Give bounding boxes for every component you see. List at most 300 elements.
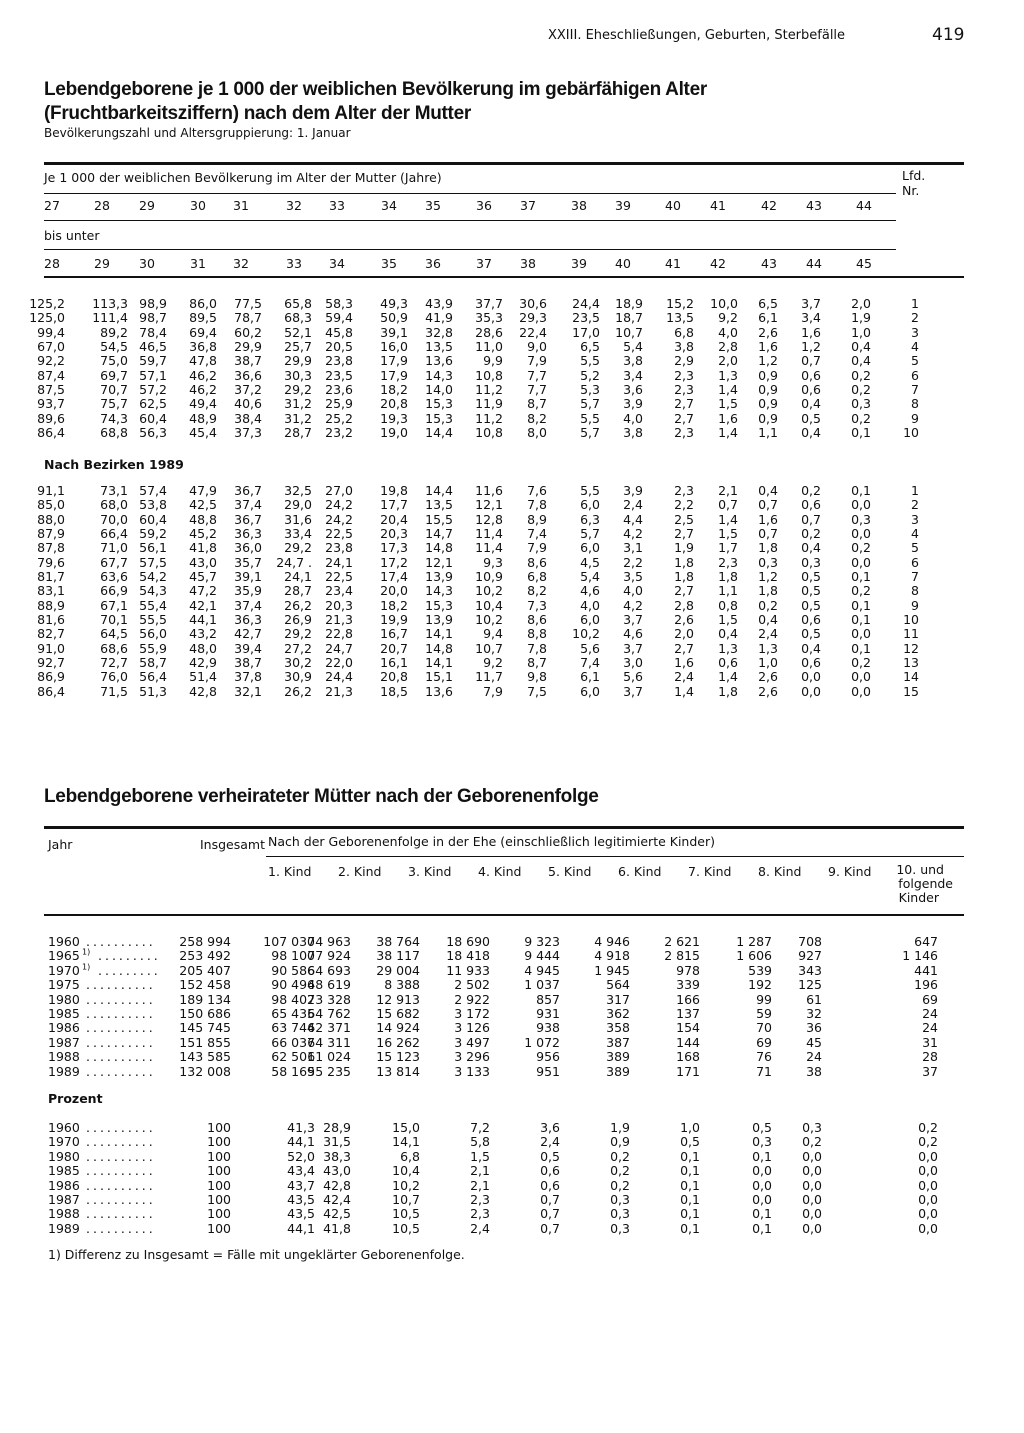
table-cell: 1,5 xyxy=(718,396,738,412)
year-label: 1970 xyxy=(48,1134,80,1150)
section-bezirke-label: Nach Bezirken 1989 xyxy=(44,457,184,472)
table-cell: 0,0 xyxy=(752,1163,772,1179)
table-cell: 2,2 xyxy=(623,554,643,570)
leader-dots: .......... xyxy=(86,1220,156,1236)
leader-dots: .......... xyxy=(86,1206,156,1222)
table-cell: 1,4 xyxy=(718,669,738,685)
table-cell: 10,4 xyxy=(392,1163,420,1179)
table-cell: 86,9 xyxy=(37,669,65,685)
year-label: 1975 xyxy=(48,977,80,993)
table-cell: 38,3 xyxy=(323,1148,351,1164)
table1-title-line2: (Fruchtbarkeitsziffern) nach dem Alter der Mutter xyxy=(44,103,471,124)
table2-title: Lebendgeborene verheirateter Mütter nach der Geborenenfolge xyxy=(44,786,599,807)
table-cell: 5,7 xyxy=(580,425,600,441)
table-cell: 17,3 xyxy=(380,540,408,556)
col-kind-9: 9. Kind xyxy=(828,864,872,879)
table-cell: 2,7 xyxy=(674,396,694,412)
table-cell: 10,0 xyxy=(710,296,738,311)
table-cell: 72,7 xyxy=(100,654,128,670)
table-cell: 89,2 xyxy=(100,324,128,340)
table-cell: 87,9 xyxy=(37,525,65,541)
table-cell: 60,4 xyxy=(139,511,167,527)
table-cell: 343 xyxy=(798,962,822,978)
table-cell: 83,1 xyxy=(37,583,65,599)
table-cell: 5,7 xyxy=(580,525,600,541)
table-cell: 60,4 xyxy=(139,410,167,426)
table-cell: 8,8 xyxy=(527,626,547,642)
table-cell: 17,9 xyxy=(380,367,408,383)
table-cell: 7,2 xyxy=(470,1120,490,1135)
table-cell: 59,4 xyxy=(325,310,353,326)
table-cell: 0,1 xyxy=(851,640,871,656)
age-to-32: 32 xyxy=(233,256,249,271)
table-cell: 64 693 xyxy=(307,962,351,978)
table-cell: 4,2 xyxy=(623,597,643,613)
table-cell: 88,9 xyxy=(37,597,65,613)
table-cell: 0,9 xyxy=(758,396,778,412)
table-cell: 55 235 xyxy=(307,1063,351,1079)
table-cell: 4,0 xyxy=(623,583,643,599)
table-cell: 5,5 xyxy=(580,483,600,498)
table-cell: 7,7 xyxy=(527,367,547,383)
table-cell: 0,1 xyxy=(680,1220,700,1236)
table-cell: 12,1 xyxy=(425,554,453,570)
age-from-31: 31 xyxy=(233,198,249,213)
table-cell: 125,0 xyxy=(29,310,65,326)
table-cell: 15,5 xyxy=(425,511,453,527)
table-cell: 29,9 xyxy=(234,339,262,355)
table-cell: 10,5 xyxy=(392,1220,420,1236)
table-cell: 63,6 xyxy=(100,568,128,584)
table-cell: 0,2 xyxy=(851,583,871,599)
table-cell: 71 xyxy=(756,1063,772,1079)
table-cell: 7,5 xyxy=(527,683,547,699)
table-cell: 0,7 xyxy=(540,1220,560,1236)
year-label: 1989 xyxy=(48,1220,80,1236)
table-cell: 43,0 xyxy=(323,1163,351,1179)
table-cell: 93,7 xyxy=(37,396,65,412)
table-cell: 100 xyxy=(207,1134,231,1150)
table-cell: 0,5 xyxy=(801,410,821,426)
table-cell: 3,9 xyxy=(623,483,643,498)
table-cell: 389 xyxy=(606,1049,630,1065)
table-cell: 1,6 xyxy=(758,511,778,527)
table-cell: 58 169 xyxy=(271,1063,315,1079)
col-kind-3: 3. Kind xyxy=(408,864,452,879)
table-cell: 18,5 xyxy=(380,683,408,699)
table-cell: 1,1 xyxy=(758,425,778,441)
year-label: 1988 xyxy=(48,1206,80,1222)
table-cell: 2,3 xyxy=(674,483,694,498)
table-cell: 59,7 xyxy=(139,353,167,369)
age-from-44: 44 xyxy=(856,198,872,213)
col-kind-4: 4. Kind xyxy=(478,864,522,879)
table-cell: 10,7 xyxy=(615,324,643,340)
table-cell: 59 xyxy=(756,1006,772,1021)
table-cell: 6,5 xyxy=(758,296,778,311)
table-cell: 98 100 xyxy=(271,948,315,964)
table-cell: 43,2 xyxy=(189,626,217,642)
table-cell: 24,2 xyxy=(325,511,353,527)
table-cell: 11,4 xyxy=(475,540,503,556)
table-cell: 3,0 xyxy=(623,654,643,670)
table-cell: 62,5 xyxy=(139,396,167,412)
table-cell: 1,8 xyxy=(674,568,694,584)
table-cell: 951 xyxy=(536,1063,560,1079)
table-cell: 42,7 xyxy=(234,626,262,642)
table-cell: 978 xyxy=(676,962,700,978)
table-cell: 1,4 xyxy=(674,683,694,699)
table-cell: 18 690 xyxy=(446,934,490,949)
table-cell: 1,5 xyxy=(718,611,738,627)
table-cell: 99,4 xyxy=(37,324,65,340)
table-cell: 14,4 xyxy=(425,425,453,441)
table-cell: 1,5 xyxy=(718,525,738,541)
table-cell: 40,6 xyxy=(234,396,262,412)
table-cell: 88,0 xyxy=(37,511,65,527)
table-cell: 35,3 xyxy=(475,310,503,326)
table-cell: 60,2 xyxy=(234,324,262,340)
table-cell: 1,6 xyxy=(758,339,778,355)
table-cell: 2,4 xyxy=(540,1134,560,1150)
table-cell: 37,3 xyxy=(234,425,262,441)
table-cell: 30,9 xyxy=(284,669,312,685)
table-cell: 1 072 xyxy=(524,1034,560,1050)
table-cell: 48 619 xyxy=(307,977,351,993)
year-label: 1980 xyxy=(48,991,80,1007)
table-cell: 0,7 xyxy=(718,497,738,513)
table-cell: 8,2 xyxy=(527,583,547,599)
table-cell: 0,1 xyxy=(680,1177,700,1193)
table-cell: 22,5 xyxy=(325,568,353,584)
table-cell: 0,0 xyxy=(802,1220,822,1236)
page-number: 419 xyxy=(932,25,965,45)
table-cell: 90 586 xyxy=(271,962,315,978)
table-cell: 1,7 xyxy=(718,540,738,556)
row-number: 10 xyxy=(903,611,919,627)
table-cell: 81,6 xyxy=(37,611,65,627)
table-cell: 37,8 xyxy=(234,669,262,685)
table-cell: 70,0 xyxy=(100,511,128,527)
table-cell: 168 xyxy=(676,1049,700,1065)
table-cell: 36,6 xyxy=(234,367,262,383)
footnote-marker: 1) xyxy=(82,948,91,958)
table-cell: 14,0 xyxy=(425,382,453,398)
col-jahr: Jahr xyxy=(48,837,73,852)
row-number: 7 xyxy=(911,568,919,584)
table1-header-rule2 xyxy=(44,220,896,221)
table-cell: 24,4 xyxy=(325,669,353,685)
table-cell: 6,1 xyxy=(580,669,600,685)
table-cell: 14,1 xyxy=(425,654,453,670)
table-cell: 8,7 xyxy=(527,654,547,670)
table-cell: 0,0 xyxy=(851,554,871,570)
year-label: 1988 xyxy=(48,1049,80,1065)
table-cell: 0,5 xyxy=(752,1120,772,1135)
table-cell: 9,2 xyxy=(483,654,503,670)
footnote-marker: 1) xyxy=(82,962,91,972)
table-cell: 99 xyxy=(756,991,772,1007)
table-cell: 11,0 xyxy=(475,339,503,355)
age-from-27: 27 xyxy=(44,198,60,213)
table-cell: 25,9 xyxy=(325,396,353,412)
table-cell: 75,7 xyxy=(100,396,128,412)
col-kind-1: 1. Kind xyxy=(268,864,312,879)
table1-header-bottom-rule xyxy=(44,276,964,278)
table-cell: 43,5 xyxy=(287,1192,315,1207)
col-kind-8: 8. Kind xyxy=(758,864,802,879)
table-cell: 0,2 xyxy=(851,382,871,398)
table-cell: 58,3 xyxy=(325,296,353,311)
table-cell: 0,2 xyxy=(918,1120,938,1135)
year-label: 1985 xyxy=(48,1006,80,1021)
table-cell: 1,6 xyxy=(718,410,738,426)
table-cell: 0,2 xyxy=(758,597,778,613)
table-cell: 100 xyxy=(207,1120,231,1135)
table-cell: 0,1 xyxy=(680,1192,700,1207)
lfd-label: Lfd. xyxy=(902,168,926,183)
table-cell: 1,2 xyxy=(801,339,821,355)
table-cell: 2,4 xyxy=(758,626,778,642)
table-cell: 86,4 xyxy=(37,425,65,441)
year-label: 1960 xyxy=(48,934,80,949)
table-cell: 4,4 xyxy=(623,511,643,527)
table-cell: 1,3 xyxy=(758,640,778,656)
table-cell: 71,0 xyxy=(100,540,128,556)
table-cell: 23,6 xyxy=(325,382,353,398)
table-cell: 13 814 xyxy=(376,1063,420,1079)
table-cell: 15,3 xyxy=(425,597,453,613)
table-cell: 46,2 xyxy=(189,367,217,383)
table-cell: 13,9 xyxy=(425,611,453,627)
table-cell: 4 918 xyxy=(594,948,630,964)
table-cell: 64,5 xyxy=(100,626,128,642)
leader-dots: .......... xyxy=(86,934,156,949)
table-cell: 26,2 xyxy=(284,683,312,699)
table-cell: 20,0 xyxy=(380,583,408,599)
table-cell: 3 296 xyxy=(454,1049,490,1065)
leader-dots: .......... xyxy=(86,1049,156,1065)
table-cell: 36,8 xyxy=(189,339,217,355)
table-cell: 358 xyxy=(606,1020,630,1036)
table1-header-text: Je 1 000 der weiblichen Bevölkerung im Alter der Mutter (Jahre) xyxy=(44,170,442,185)
table-cell: 31,5 xyxy=(323,1134,351,1150)
leader-dots: .......... xyxy=(86,1163,156,1179)
table-cell: 0,7 xyxy=(801,353,821,369)
table-cell: 0,4 xyxy=(718,626,738,642)
table-cell: 0,4 xyxy=(801,396,821,412)
table-cell: 43,7 xyxy=(287,1177,315,1193)
table-cell: 33,4 xyxy=(284,525,312,541)
age-to-39: 39 xyxy=(571,256,587,271)
table-cell: 22,5 xyxy=(325,525,353,541)
table-cell: 10,7 xyxy=(392,1192,420,1207)
table-cell: 16,0 xyxy=(380,339,408,355)
table-cell: 1,4 xyxy=(718,511,738,527)
table1-top-rule xyxy=(44,162,964,165)
table-cell: 17,7 xyxy=(380,497,408,513)
table-cell: 3,9 xyxy=(623,396,643,412)
table-cell: 2,3 xyxy=(470,1206,490,1222)
table-cell: 5,7 xyxy=(580,396,600,412)
row-number: 7 xyxy=(911,382,919,398)
table-cell: 36,3 xyxy=(234,525,262,541)
table-cell: 14 924 xyxy=(376,1020,420,1036)
table-cell: 31,6 xyxy=(284,511,312,527)
running-header: XXIII. Eheschließungen, Geburten, Sterbefälle xyxy=(548,28,846,43)
table-cell: 37,4 xyxy=(234,597,262,613)
table-cell: 3,6 xyxy=(540,1120,560,1135)
table-cell: 43,0 xyxy=(189,554,217,570)
table-cell: 11,2 xyxy=(475,382,503,398)
table-cell: 0,2 xyxy=(918,1134,938,1150)
table-cell: 0,9 xyxy=(758,410,778,426)
table-cell: 78,4 xyxy=(139,324,167,340)
table-cell: 441 xyxy=(914,962,938,978)
age-to-38: 38 xyxy=(520,256,536,271)
table-cell: 0,9 xyxy=(758,382,778,398)
table-cell: 2,8 xyxy=(674,597,694,613)
table-cell: 28,6 xyxy=(475,324,503,340)
table-cell: 29,2 xyxy=(284,540,312,556)
table-cell: 15 682 xyxy=(376,1006,420,1021)
table-cell: 1,8 xyxy=(758,583,778,599)
table-cell: 3 133 xyxy=(454,1063,490,1079)
row-number: 9 xyxy=(911,597,919,613)
table-cell: 564 xyxy=(606,977,630,993)
table-cell: 48,9 xyxy=(189,410,217,426)
age-from-43: 43 xyxy=(806,198,822,213)
table-cell: 24 xyxy=(922,1020,938,1036)
table-cell: 49,3 xyxy=(380,296,408,311)
table-cell: 111,4 xyxy=(92,310,128,326)
table-cell: 67,7 xyxy=(100,554,128,570)
table-cell: 0,0 xyxy=(752,1177,772,1193)
table-cell: 317 xyxy=(606,991,630,1007)
row-number: 10 xyxy=(903,425,919,441)
age-to-35: 35 xyxy=(381,256,397,271)
table-cell: 23,2 xyxy=(325,425,353,441)
table-cell: 13,5 xyxy=(425,339,453,355)
table1-subtitle: Bevölkerungszahl und Altersgruppierung: 1. Januar xyxy=(44,126,351,140)
age-to-34: 34 xyxy=(329,256,345,271)
table-cell: 11,4 xyxy=(475,525,503,541)
table-cell: 0,0 xyxy=(801,669,821,685)
table-cell: 17,2 xyxy=(380,554,408,570)
table-cell: 79,6 xyxy=(37,554,65,570)
table-cell: 7,7 xyxy=(527,382,547,398)
table-cell: 2 815 xyxy=(664,948,700,964)
table-cell: 0,7 xyxy=(758,525,778,541)
leader-dots: ......... xyxy=(98,962,161,978)
table-cell: 151 855 xyxy=(179,1034,231,1050)
table-cell: 47,9 xyxy=(189,483,217,498)
table-cell: 22,0 xyxy=(325,654,353,670)
table-cell: 0,4 xyxy=(758,611,778,627)
table-cell: 253 492 xyxy=(179,948,231,964)
row-number: 2 xyxy=(911,497,919,513)
table-cell: 0,7 xyxy=(801,511,821,527)
year-label: 1980 xyxy=(48,1148,80,1164)
table-cell: 258 994 xyxy=(179,934,231,949)
table-cell: 15,0 xyxy=(392,1120,420,1135)
table-cell: 1,2 xyxy=(758,568,778,584)
table-cell: 12,1 xyxy=(475,497,503,513)
table-cell: 32 xyxy=(806,1006,822,1021)
table-cell: 0,6 xyxy=(540,1177,560,1193)
table-cell: 0,6 xyxy=(801,497,821,513)
table-cell: 23,8 xyxy=(325,540,353,556)
table-cell: 0,1 xyxy=(752,1148,772,1164)
table-cell: 0,3 xyxy=(802,1120,822,1135)
table-cell: 55,9 xyxy=(139,640,167,656)
footnote: 1) Differenz zu Insgesamt = Fälle mit ungeklärter Geborenenfolge. xyxy=(48,1247,465,1262)
table-cell: 24 xyxy=(806,1049,822,1065)
table-cell: 15,3 xyxy=(425,396,453,412)
table-cell: 1 945 xyxy=(594,962,630,978)
table-cell: 0,2 xyxy=(610,1163,630,1179)
table-cell: 2,0 xyxy=(674,626,694,642)
table-cell: 27,2 xyxy=(284,640,312,656)
table-cell: 31,2 xyxy=(284,410,312,426)
table-cell: 9 444 xyxy=(524,948,560,964)
table-cell: 14,3 xyxy=(425,367,453,383)
age-to-43: 43 xyxy=(761,256,777,271)
table-cell: 57,2 xyxy=(139,382,167,398)
table-cell: 28,7 xyxy=(284,425,312,441)
table-cell: 3,8 xyxy=(674,339,694,355)
table-cell: 42,8 xyxy=(323,1177,351,1193)
table-cell: 2 621 xyxy=(664,934,700,949)
table-cell: 927 xyxy=(798,948,822,964)
col-10plus-line3: Kinder xyxy=(898,890,939,905)
table-cell: 56,3 xyxy=(139,425,167,441)
table-cell: 0,0 xyxy=(851,626,871,642)
table-cell: 0,0 xyxy=(918,1163,938,1179)
table-cell: 36,7 xyxy=(234,483,262,498)
table-cell: 1,6 xyxy=(674,654,694,670)
table-cell: 0,1 xyxy=(851,425,871,441)
table-cell: 38,7 xyxy=(234,353,262,369)
age-to-45: 45 xyxy=(856,256,872,271)
table-cell: 3,7 xyxy=(623,640,643,656)
table-cell: 647 xyxy=(914,934,938,949)
table-cell: 36,3 xyxy=(234,611,262,627)
table-cell: 70,7 xyxy=(100,382,128,398)
table-cell: 4,5 xyxy=(580,554,600,570)
table-cell: 42,9 xyxy=(189,654,217,670)
table-cell: 63 744 xyxy=(271,1020,315,1036)
table-cell: 29 004 xyxy=(376,962,420,978)
table-cell: 10,8 xyxy=(475,425,503,441)
table-cell: 2,1 xyxy=(718,483,738,498)
table-cell: 0,0 xyxy=(802,1192,822,1207)
table-cell: 65,8 xyxy=(284,296,312,311)
table-cell: 49,4 xyxy=(189,396,217,412)
table-cell: 1,8 xyxy=(674,554,694,570)
table-cell: 78,7 xyxy=(234,310,262,326)
table-cell: 12,8 xyxy=(475,511,503,527)
table-cell: 61 024 xyxy=(307,1049,351,1065)
table-cell: 857 xyxy=(536,991,560,1007)
table-cell: 0,7 xyxy=(758,497,778,513)
table-cell: 14,3 xyxy=(425,583,453,599)
table-cell: 3,8 xyxy=(623,353,643,369)
table-cell: 98,9 xyxy=(139,296,167,311)
table-cell: 0,0 xyxy=(918,1177,938,1193)
table-cell: 2 502 xyxy=(454,977,490,993)
table1-title-line1: Lebendgeborene je 1 000 der weiblichen Bevölkerung im gebärfähigen Alter xyxy=(44,79,707,100)
